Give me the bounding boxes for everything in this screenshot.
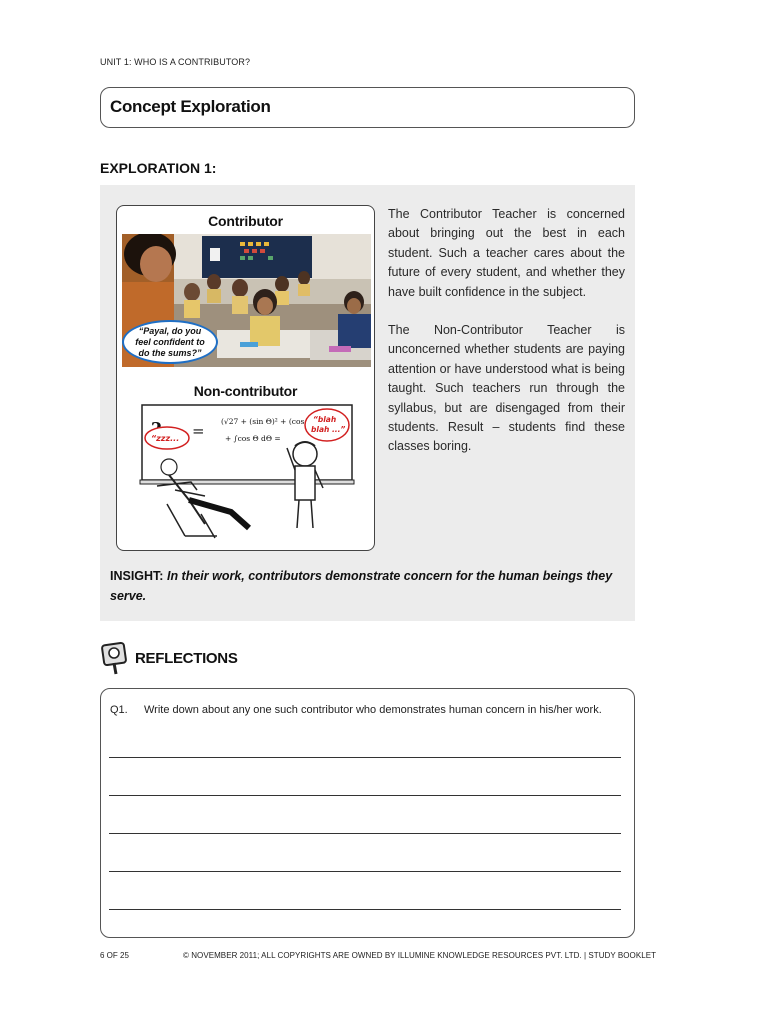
concept-exploration-box [100, 87, 635, 128]
copyright-notice: © NOVEMBER 2011; ALL COPYRIGHTS ARE OWNED BY ILLUMINE KNOWLEDGE RESOURCES PVT. LTD. | STUDY BOOKLET [183, 951, 657, 960]
answer-line[interactable] [109, 909, 621, 910]
contributor-title: Contributor [208, 213, 283, 229]
svg-text:blah ...”: blah ...” [311, 425, 346, 434]
answer-line[interactable] [109, 833, 621, 834]
insight-text: In their work, contributors demonstrate concern for the human beings they serve. [110, 569, 613, 603]
question-box [100, 688, 635, 938]
contributor-speech-bubble: “Payal, do you feel confident to do the sums?” [122, 320, 218, 364]
page-number: 6 OF 25 [100, 951, 129, 960]
board-formula-2: + ∫cos Θ dΘ = [225, 434, 281, 443]
question-text: Write down about any one such contributor who demonstrates human concern in his/her work. [144, 704, 602, 716]
svg-text:=: = [192, 422, 205, 440]
exploration-heading: EXPLORATION 1: [100, 160, 217, 176]
illustration-card [116, 205, 375, 551]
sleep-bubble: “zzz... [151, 434, 180, 443]
contributor-description: The Contributor Teacher is concerned about bringing out the best in each student. Such a teacher cares about the future of every student, and whether they have built confidence in the subject. [388, 207, 625, 299]
board-formula: (√27 + (sin Θ)² + (cos [221, 417, 305, 426]
question-number: Q1. [110, 704, 128, 716]
answer-line[interactable] [109, 871, 621, 872]
noncontributor-description: The Non-Contributor Teacher is unconcerned whether students are paying attention or have understood what is being taught. Such teachers run through the syllabus, but are disengaged from their students. Result – students find these classes boring. [388, 323, 625, 454]
noncontributor-title: Non-contributor [193, 383, 298, 399]
insight [110, 567, 630, 606]
answer-line[interactable] [109, 795, 621, 796]
svg-text:“blah: “blah [313, 415, 337, 424]
answer-line[interactable] [109, 757, 621, 758]
insight-label: INSIGHT: [110, 569, 164, 583]
unit-label: UNIT 1: WHO IS A CONTRIBUTOR? [100, 57, 251, 67]
noncontributor-cartoon [137, 404, 357, 544]
reflections-title: REFLECTIONS [135, 650, 238, 667]
concept-title: Concept Exploration [110, 97, 271, 116]
magnifier-icon [100, 641, 130, 675]
